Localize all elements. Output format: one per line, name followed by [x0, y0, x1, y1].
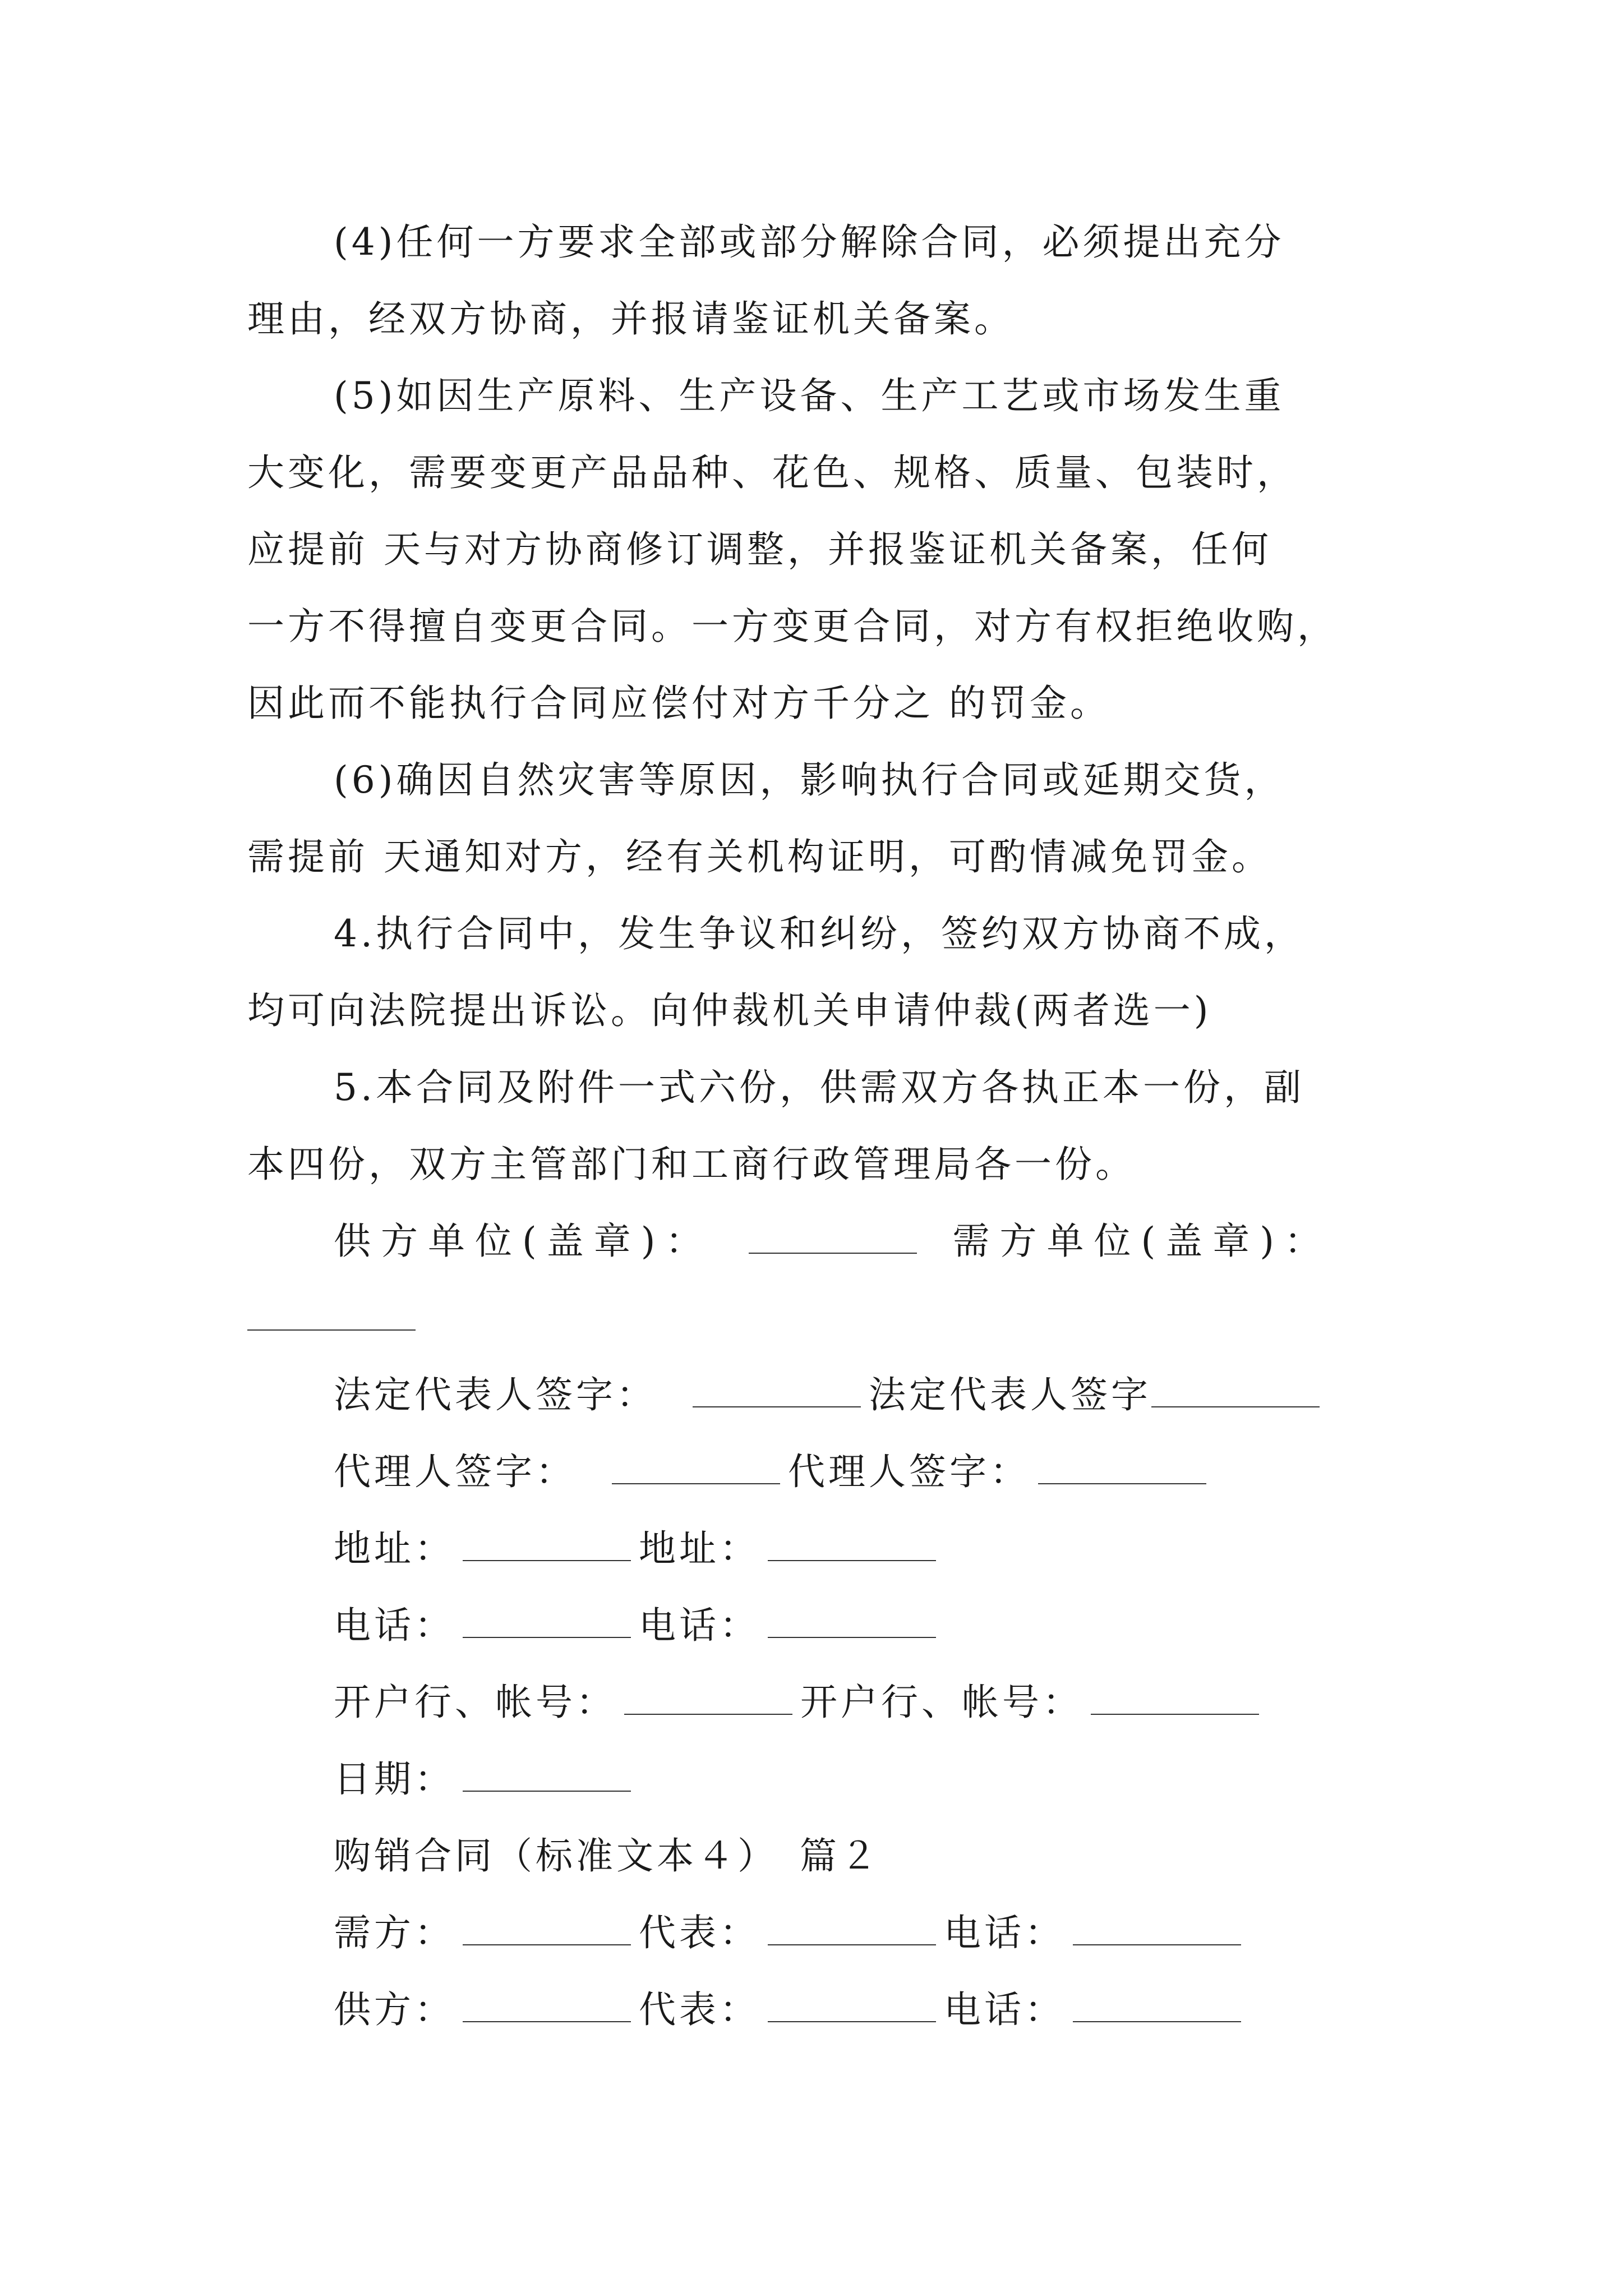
address-label-1: 地址： [334, 1527, 455, 1570]
paragraph-line: 应提前 天与对方协商修订调整，并报鉴证机关备案，任何 [247, 528, 1272, 571]
buyer-rep-blank [768, 1911, 936, 1945]
phone-blank-1 [463, 1603, 631, 1638]
buyer-phone-blank [1073, 1911, 1241, 1945]
bank-row [334, 1674, 1267, 1731]
buyer-rep-label: 代表： [639, 1911, 760, 1954]
buyer-unit-row [247, 1290, 423, 1346]
address-blank-1 [463, 1526, 631, 1561]
section-title: 购销合同（标准文本４） 篇２ [334, 1834, 880, 1878]
paragraph-line: 理由，经双方协商，并报请鉴证机关备案。 [247, 297, 1015, 341]
agent-blank-2 [1038, 1450, 1206, 1484]
legal-rep-blank-2 [1151, 1373, 1320, 1407]
supplier-phone-label: 电话： [944, 1988, 1065, 2031]
buyer-row [334, 1905, 1249, 1961]
agent-label-1: 代理人签字： [334, 1450, 576, 1493]
phone-label-1: 电话： [334, 1604, 455, 1647]
paragraph-line: (4)任何一方要求全部或部分解除合同，必须提出充分 [334, 220, 1285, 264]
paragraph-line: 大变化，需要变更产品品种、花色、规格、质量、包装时， [247, 451, 1297, 494]
buyer-unit-label: 需方单位(盖章)： [952, 1220, 1331, 1263]
legal-rep-label-2: 法定代表人签字 [869, 1373, 1151, 1416]
unit-seal-row [334, 1213, 1331, 1269]
bank-label-2: 开户行、帐号： [800, 1681, 1083, 1724]
agent-blank-1 [612, 1450, 780, 1484]
supplier-unit-blank [749, 1219, 917, 1254]
paragraph-line: (5)如因生产原料、生产设备、生产工艺或市场发生重 [334, 374, 1285, 417]
buyer-phone-label: 电话： [944, 1911, 1065, 1954]
paragraph-line: 均可向法院提出诉讼。向仲裁机关申请仲裁(两者选一) [247, 989, 1212, 1032]
paragraph-line: 需提前 天通知对方，经有关机构证明，可酌情减免罚金。 [247, 835, 1272, 878]
agent-label-2: 代理人签字： [788, 1450, 1030, 1493]
legal-rep-row [334, 1367, 1327, 1423]
address-row [334, 1521, 944, 1577]
phone-blank-2 [768, 1603, 936, 1638]
phone-row [334, 1598, 944, 1654]
supplier-blank [463, 1987, 631, 2022]
supplier-phone-blank [1073, 1987, 1241, 2022]
paragraph-line: 5.本合同及附件一式六份，供需双方各执正本一份，副 [334, 1066, 1304, 1109]
legal-rep-blank-1 [693, 1373, 861, 1407]
bank-label-1: 开户行、帐号： [334, 1681, 616, 1724]
buyer-blank [463, 1911, 631, 1945]
bank-blank-2 [1091, 1680, 1259, 1715]
supplier-unit-label: 供方单位(盖章)： [334, 1220, 713, 1263]
legal-rep-label-1: 法定代表人签字： [334, 1373, 657, 1416]
paragraph-line: 本四份，双方主管部门和工商行政管理局各一份。 [247, 1143, 1136, 1186]
bank-blank-1 [624, 1680, 792, 1715]
address-label-2: 地址： [639, 1527, 760, 1570]
supplier-label: 供方： [334, 1988, 455, 2031]
agent-row [334, 1444, 1214, 1500]
address-blank-2 [768, 1526, 936, 1561]
date-row [334, 1751, 639, 1807]
date-blank [463, 1757, 631, 1792]
supplier-rep-label: 代表： [639, 1988, 760, 2031]
paragraph-line: 一方不得擅自变更合同。一方变更合同，对方有权拒绝收购， [247, 605, 1338, 648]
paragraph-line: (6)确因自然灾害等原因，影响执行合同或延期交货， [334, 758, 1285, 802]
supplier-row [334, 1982, 1249, 2038]
supplier-rep-blank [768, 1987, 936, 2022]
paragraph-line: 4.执行合同中，发生争议和纠纷，签约双方协商不成， [334, 912, 1304, 955]
buyer-label: 需方： [334, 1911, 455, 1954]
phone-label-2: 电话： [639, 1604, 760, 1647]
paragraph-line: 因此而不能执行合同应偿付对方千分之 的罚金。 [247, 682, 1110, 725]
buyer-unit-blank [247, 1296, 416, 1331]
date-label: 日期： [334, 1757, 455, 1801]
